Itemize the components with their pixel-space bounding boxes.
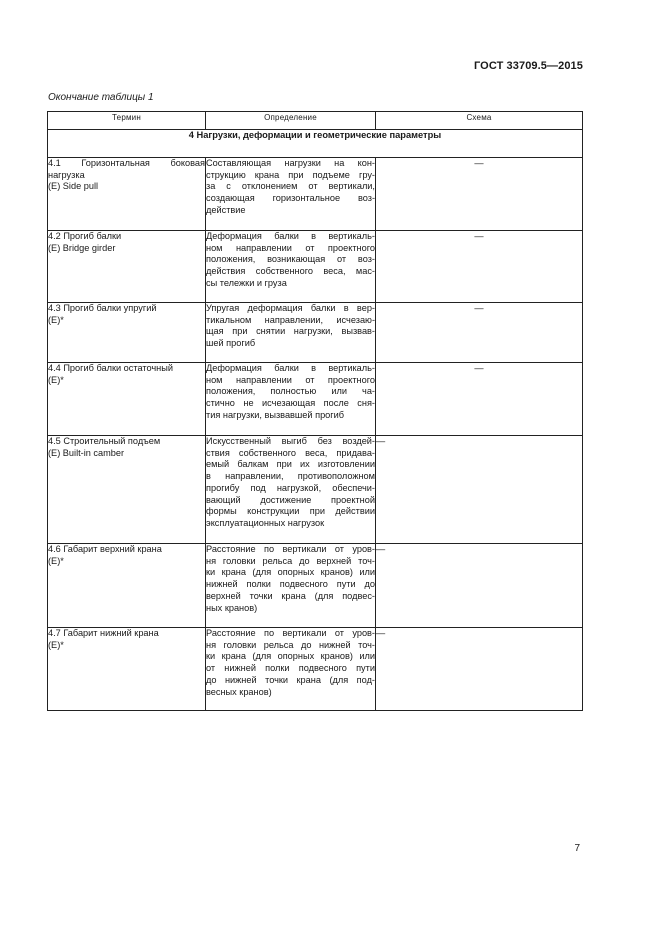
term-line: 4.4 Прогиб балки остаточный	[48, 363, 173, 373]
definition-line: щая при снятии нагрузки, вызвав-	[206, 326, 375, 337]
definition-line: ня головки рельса до верхней точ-	[206, 555, 375, 566]
standard-id: ГОСТ 33709.5—2015	[473, 60, 583, 72]
term-line: 4.3 Прогиб балки упругий	[48, 303, 157, 313]
definition-cell	[206, 544, 376, 628]
scheme-cell: —	[376, 544, 583, 628]
term-cell	[48, 436, 206, 544]
term-line: (E) Bridge girder	[48, 242, 116, 253]
definition-line: сы тележки и груза	[206, 277, 287, 288]
definition-cell	[206, 363, 376, 436]
scheme-cell: —	[376, 436, 583, 544]
definition-line: действие	[206, 204, 246, 215]
definition-line: Деформация балки в вертикаль-	[206, 231, 375, 241]
term-cell	[48, 158, 206, 231]
term-cell	[48, 363, 206, 436]
term-line: (E)*	[48, 555, 64, 566]
term-line: (E)*	[48, 314, 64, 325]
definition-line: нижней полки подвесного пути до	[206, 579, 375, 590]
definition-line: Составляющая нагрузки на кон-	[206, 158, 375, 168]
definition-cell	[206, 231, 376, 303]
definition-line: ня головки рельса до нижней точ-	[206, 639, 375, 650]
definition-line: создающая горизонтальное воз-	[206, 193, 375, 204]
term-line: (E)*	[48, 374, 64, 385]
definition-line: Искусственный выгиб без воздей-	[206, 436, 375, 446]
definition-line: за с отклонением от вертикали,	[206, 181, 375, 192]
term-cell	[48, 231, 206, 303]
definition-line: Деформация балки в вертикаль-	[206, 363, 375, 373]
term-line: (E) Side pull	[48, 181, 99, 192]
definition-line: ном направлении от проектного	[206, 374, 375, 385]
term-cell	[48, 544, 206, 628]
column-header-definition: Определение	[206, 112, 376, 130]
definition-line: действия собственного веса, мас-	[206, 266, 375, 277]
table-row	[48, 158, 583, 231]
definition-line: вающий достижение проектной	[206, 494, 375, 505]
term-line: нагрузка	[48, 169, 85, 180]
definition-line: Расстояние по вертикали от уров-	[206, 544, 375, 554]
definition-line: положения, полностью или ча-	[206, 386, 375, 397]
definition-line: емый балкам при их изготовлении	[206, 459, 375, 470]
term-line: 4.2 Прогиб балки	[48, 231, 122, 241]
definition-line: ном направлении от проектного	[206, 242, 375, 253]
section-title: 4 Нагрузки, деформации и геометрические параметры	[48, 130, 583, 158]
term-line: 4.7 Габарит нижний крана	[48, 628, 159, 638]
definition-line: струкцию крана при подъеме гру-	[206, 169, 375, 180]
table-row	[48, 303, 583, 363]
term-line: 4.6 Габарит верхний крана	[48, 544, 162, 554]
table-row	[48, 544, 583, 628]
column-header-scheme: Схема	[376, 112, 583, 130]
definition-cell	[206, 436, 376, 544]
page-number: 7	[574, 843, 580, 854]
definition-line: стично не исчезающая после сня-	[206, 398, 375, 409]
definition-line: тия нагрузки, вызвавшей прогиб	[206, 409, 345, 420]
table-caption: Окончание таблицы 1	[48, 92, 154, 103]
table-header-row	[48, 112, 583, 130]
term-line: 4.1 Горизонтальная боковая	[48, 158, 205, 168]
term-line: (E) Built-in camber	[48, 447, 125, 458]
definition-line: ных кранов)	[206, 602, 258, 613]
definition-line: положения, возникающая от воз-	[206, 254, 375, 265]
scheme-cell: —	[376, 363, 583, 436]
definition-line: тикальном направлении, исчезаю-	[206, 314, 375, 325]
definition-line: в направлении, противоположном	[206, 471, 375, 482]
scheme-cell: —	[376, 231, 583, 303]
section-row	[48, 130, 583, 158]
term-cell	[48, 628, 206, 711]
definition-cell	[206, 158, 376, 231]
definition-cell	[206, 628, 376, 711]
definition-line: Расстояние по вертикали от уров-	[206, 628, 375, 638]
definition-line: ки крана (для опорных кранов) или	[206, 651, 375, 662]
table-row	[48, 436, 583, 544]
table-row	[48, 363, 583, 436]
definition-line: от нижней полки подвесного пути	[206, 663, 375, 674]
definition-line: формы конструкции при действии	[206, 506, 375, 517]
definition-line: весных кранов)	[206, 686, 272, 697]
table-row	[48, 628, 583, 711]
definition-line: верхней точки крана (для подвес-	[206, 590, 375, 601]
term-cell	[48, 303, 206, 363]
term-line: 4.5 Строительный подъем	[48, 436, 161, 446]
definition-line: ки крана (для опорных кранов) или	[206, 567, 375, 578]
terms-table	[47, 111, 583, 711]
definition-line: ствия собственного веса, придава-	[206, 447, 375, 458]
scheme-cell: —	[376, 158, 583, 231]
column-header-term: Термин	[48, 112, 206, 130]
scheme-cell: —	[376, 628, 583, 711]
definition-line: до нижней точки крана (для под-	[206, 674, 375, 685]
definition-cell	[206, 303, 376, 363]
definition-line: Упругая деформация балки в вер-	[206, 303, 375, 313]
table-row	[48, 231, 583, 303]
term-line: (E)*	[48, 639, 64, 650]
definition-line: шей прогиб	[206, 338, 256, 349]
definition-line: прогибу под нагрузкой, обеспечи-	[206, 482, 375, 493]
scheme-cell: —	[376, 303, 583, 363]
definition-line: эксплуатационных нагрузок	[206, 517, 325, 528]
